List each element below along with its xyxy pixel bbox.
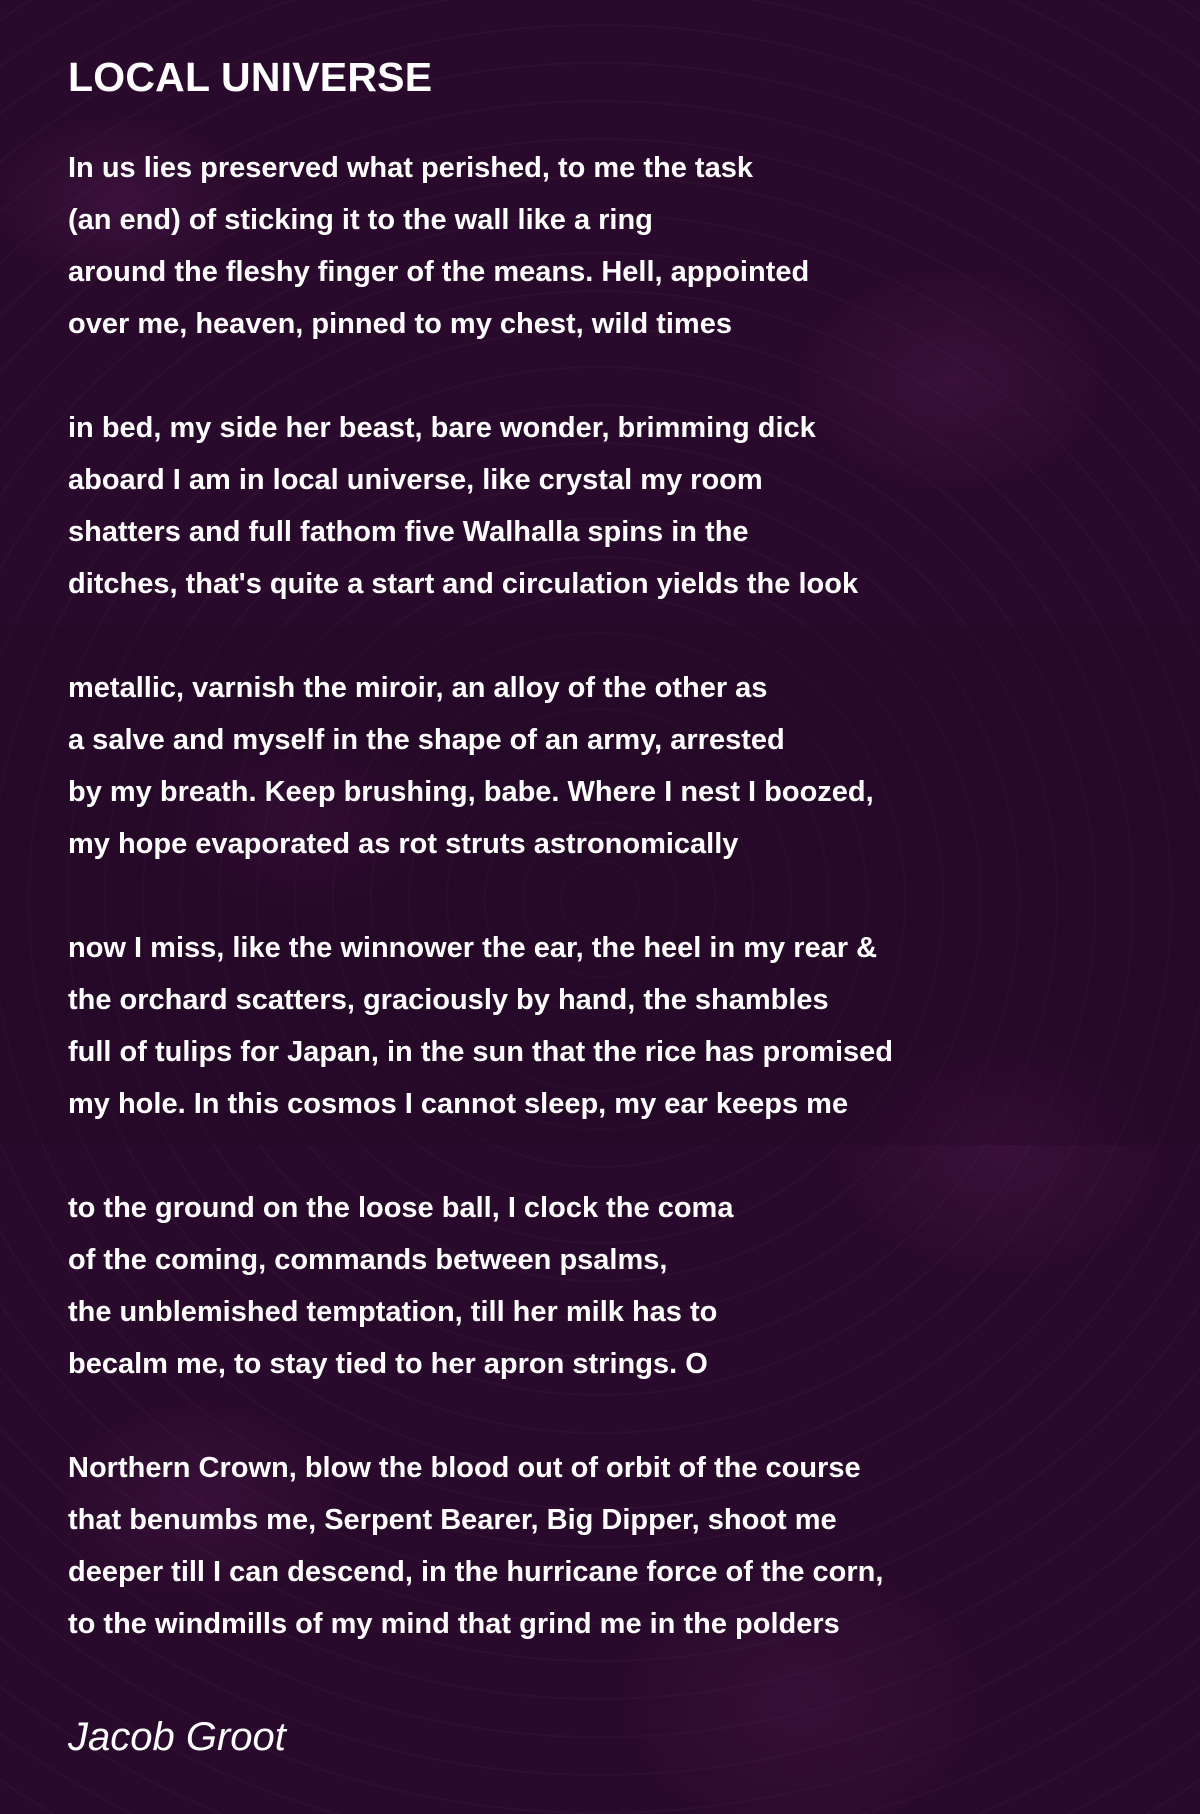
poem-line: around the fleshy finger of the means. Hell, appointed <box>68 256 810 288</box>
poem-line: a salve and myself in the shape of an army, arrested <box>68 724 785 756</box>
poem-line: my hole. In this cosmos I cannot sleep, my ear keeps me <box>68 1088 849 1120</box>
poem-line: deeper till I can descend, in the hurricane force of the corn, <box>68 1556 884 1588</box>
stanza-3 <box>68 662 1148 870</box>
poem-line: Northern Crown, blow the blood out of orbit of the course <box>68 1452 861 1484</box>
stanza-2 <box>68 402 1148 610</box>
poem-line: ditches, that's quite a start and circulation yields the look <box>68 568 859 600</box>
stanza-6 <box>68 1442 1148 1650</box>
poem-line: (an end) of sticking it to the wall like a ring <box>68 204 653 236</box>
stanza-4 <box>68 922 1148 1130</box>
poem-line: In us lies preserved what perished, to me the task <box>68 152 753 184</box>
poem-line: metallic, varnish the miroir, an alloy of the other as <box>68 672 768 704</box>
author-name: Jacob Groot <box>68 1715 286 1759</box>
poem-line: in bed, my side her beast, bare wonder, brimming dick <box>68 412 816 444</box>
stanza-1 <box>68 142 1148 350</box>
poem-line: the unblemished temptation, till her milk has to <box>68 1296 718 1328</box>
poem-line: now I miss, like the winnower the ear, the heel in my rear & <box>68 932 878 964</box>
poem-line: becalm me, to stay tied to her apron strings. O <box>68 1348 708 1380</box>
poem-line: to the windmills of my mind that grind me in the polders <box>68 1608 840 1640</box>
poem-line: over me, heaven, pinned to my chest, wild times <box>68 308 732 340</box>
poem <box>68 46 1148 1702</box>
poem-line: my hope evaporated as rot struts astronomically <box>68 828 739 860</box>
stanza-5 <box>68 1182 1148 1390</box>
poem-line: full of tulips for Japan, in the sun that the rice has promised <box>68 1036 893 1068</box>
poem-title: LOCAL UNIVERSE <box>68 54 433 100</box>
poem-line: aboard I am in local universe, like crystal my room <box>68 464 763 496</box>
poem-line: by my breath. Keep brushing, babe. Where I nest I boozed, <box>68 776 874 808</box>
poem-line: shatters and full fathom five Walhalla spins in the <box>68 516 749 548</box>
poem-line: the orchard scatters, graciously by hand, the shambles <box>68 984 829 1016</box>
poem-line: to the ground on the loose ball, I clock the coma <box>68 1192 734 1224</box>
poem-line: of the coming, commands between psalms, <box>68 1244 668 1276</box>
poem-line: that benumbs me, Serpent Bearer, Big Dipper, shoot me <box>68 1504 837 1536</box>
